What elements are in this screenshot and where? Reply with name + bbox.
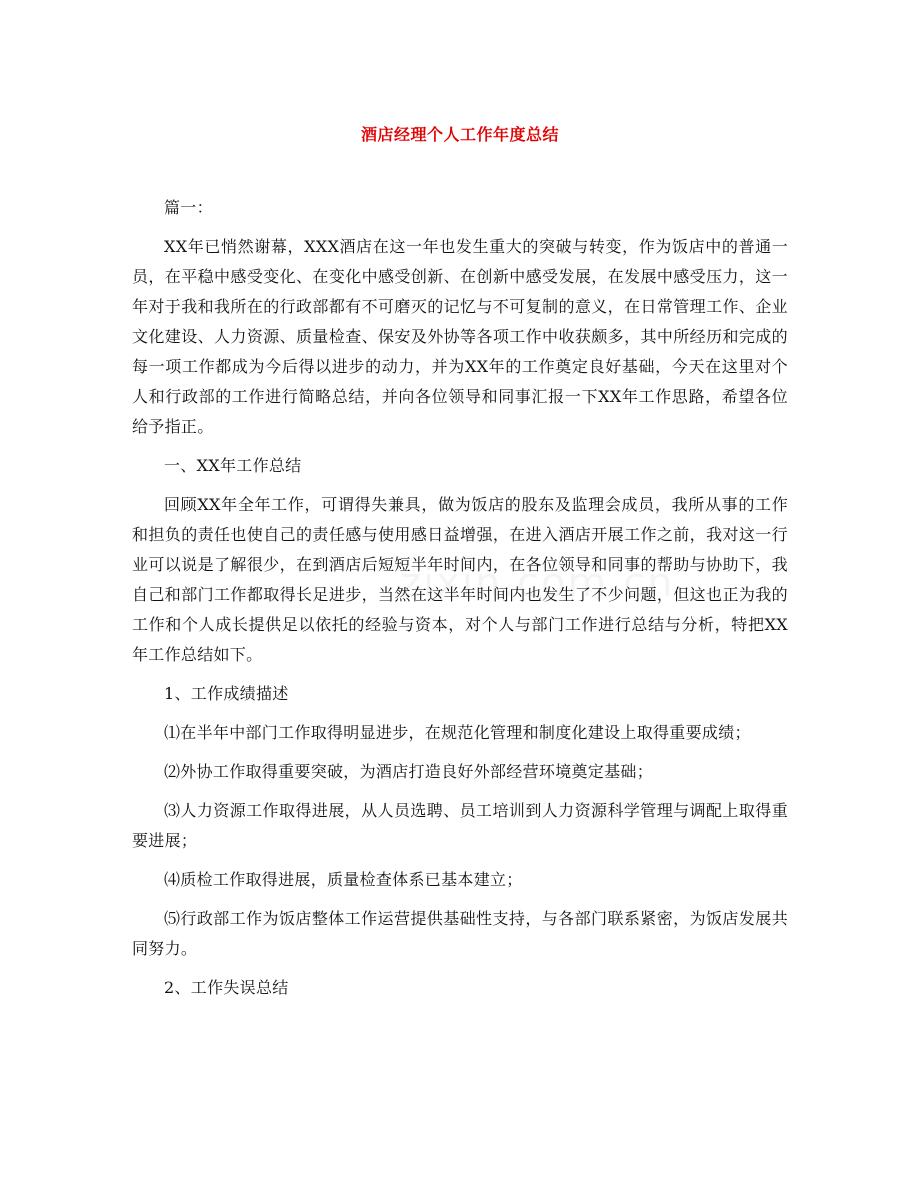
list-item: ⑶人力资源工作取得进展，从人员选聘、员工培训到人力资源科学管理与调配上取得重要进展； (132, 801, 788, 850)
list-item: ⑸行政部工作为饭店整体工作运营提供基础性支持，与各部门联系紧密，为饭店发展共同努力。 (132, 909, 788, 958)
intro-paragraph: XX年已悄然谢幕，XXX酒店在这一年也发生重大的突破与转变，作为饭店中的普通一员，在平稳中感受变化、在变化中感受创新、在创新中感受发展，在发展中感受压力，这一年对于我和我所在的行政部都有不可磨灭的记忆与不可复制的意义，在日常管理工作、企业文化建设、人力资源、质量检查、保安及外协等各项工作中收获颇多，其中所经历和完成的每一项工作都成为今后得以进步的动力，并为XX年的工作奠定良好基础，今天在这里对个人和行政部的工作进行简略总结，并向各位领导和同事汇报一下XX年工作思路，希望各位给予指正。 (132, 237, 788, 436)
list-item: ⑴在半年中部门工作取得明显进步，在规范化管理和制度化建设上取得重要成绩； (164, 723, 751, 742)
document-body (132, 193, 788, 1012)
review-paragraph: 回顾XX年全年工作，可谓得失兼具，做为饭店的股东及监理会成员，我所从事的工作和担负的责任也使自己的责任感与使用感日益增强，在进入酒店开展工作之前，我对这一行业可以说是了解很少，在到酒店后短短半年时间内，在各位领导和同事的帮助与协助下，我自己和部门工作都取得长足进步，当然在这半年时间内也发生了不少问题，但这也正为我的工作和个人成长提供足以依托的经验与资本，对个人与部门工作进行总结与分析，特把XX年工作总结如下。 (132, 495, 788, 664)
subsection-heading: 1、工作成绩描述 (164, 684, 289, 703)
section-heading: 一、XX年工作总结 (164, 456, 302, 475)
list-item: ⑷质检工作取得进展，质量检查体系已基本建立； (164, 870, 523, 889)
section-label: 篇一： (164, 198, 213, 217)
document-title: 酒店经理个人工作年度总结 (360, 125, 559, 144)
list-item: ⑵外协工作取得重要突破，为酒店打造良好外部经营环境奠定基础； (164, 762, 654, 781)
subsection-heading: 2、工作失误总结 (164, 978, 289, 997)
